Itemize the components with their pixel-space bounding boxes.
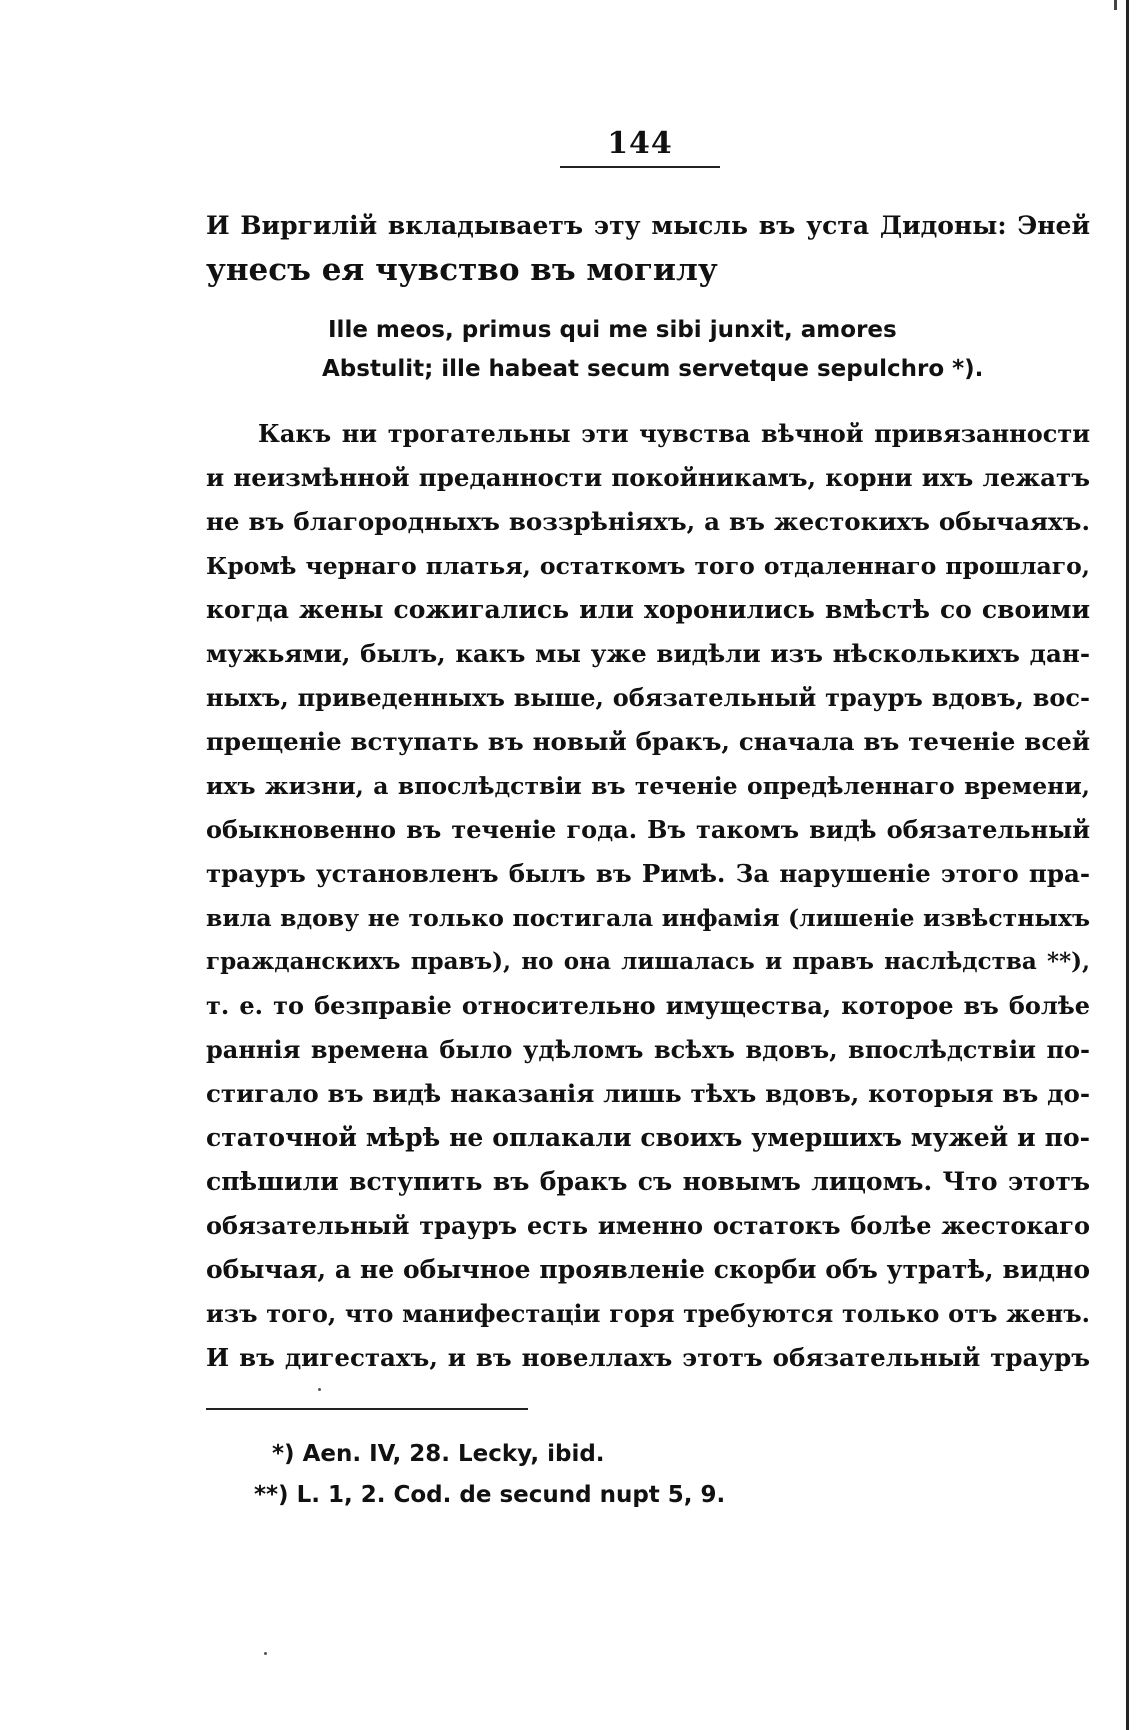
text-line: прещеніе вступать въ новый бракъ, сначала въ теченіе всей [206, 727, 1090, 756]
text-line: унесъ ея чувство въ могилу [206, 252, 718, 288]
text-line: обычая, а не обычное проявленіе скорби объ утратѣ, видно [206, 1255, 1090, 1284]
footnote-marker: *) [272, 1441, 295, 1467]
text-line: ныхъ, приведенныхъ выше, обязательный трауръ вдовъ, вос- [206, 683, 1090, 712]
text-line: обязательный трауръ есть именно остатокъ болѣе жестокаго [206, 1211, 1090, 1240]
footnote-1 [272, 1438, 605, 1470]
speck [318, 1388, 321, 1391]
text-line: обыкновенно въ теченіе года. Въ такомъ видѣ обязательный [206, 815, 1090, 844]
page-border-right [1126, 0, 1129, 1730]
text-line: спѣшили вступить въ бракъ съ новымъ лицомъ. Что этотъ [206, 1167, 1090, 1196]
text-line: И въ дигестахъ, и въ новеллахъ этотъ обязательный трауръ [206, 1343, 1090, 1372]
text-line: статочной мѣрѣ не оплакали своихъ умершихъ мужей и по- [206, 1123, 1090, 1152]
footnote-marker: **) [254, 1482, 289, 1508]
text-line: Кромѣ чернаго платья, остаткомъ того отдаленнаго прошлаго, [206, 552, 1090, 580]
text-line: т. е. то безправіе относительно имущества, которое въ болѣе [206, 991, 1090, 1020]
text-line: И Виргилій вкладываетъ эту мысль въ уста Дидоны: Эней [206, 211, 1090, 240]
text-line: стигало въ видѣ наказанія лишь тѣхъ вдовъ, которыя въ до- [206, 1079, 1090, 1108]
quote-line: Ille meos, primus qui me sibi junxit, amores [328, 317, 897, 343]
speck [264, 1652, 267, 1655]
page-number-rule [560, 166, 720, 168]
footnote-text: L. 1, 2. Cod. de secund nupt 5, 9. [296, 1482, 726, 1508]
text-line: и неизмѣнной преданности покойникамъ, корни ихъ лежатъ [206, 463, 1090, 492]
quote-line: Abstulit; ille habeat secum servetque sepulchro *). [322, 356, 984, 382]
text-line: раннія времена было удѣломъ всѣхъ вдовъ, впослѣдствіи по- [206, 1035, 1090, 1064]
text-line: трауръ установленъ былъ въ Римѣ. За нарушеніе этого пра- [206, 859, 1090, 888]
text-line: гражданскихъ правъ), но она лишалась и правъ наслѣдства **), [206, 948, 1090, 975]
text-line: Какъ ни трогательны эти чувства вѣчной привязанности [258, 419, 1090, 448]
footnote-2 [254, 1479, 725, 1511]
footnote-rule [206, 1408, 528, 1410]
text-line: когда жены сожигались или хоронились вмѣстѣ со своими [206, 595, 1090, 624]
scan-mark [1114, 0, 1117, 10]
text-line: мужьями, былъ, какъ мы уже видѣли изъ нѣсколькихъ дан- [206, 639, 1090, 668]
text-line: ихъ жизни, а впослѣдствіи въ теченіе опредѣленнаго времени, [206, 772, 1090, 800]
page-number: 144 [607, 126, 673, 161]
footnote-text: Aen. IV, 28. Lecky, ibid. [302, 1441, 605, 1467]
text-line: изъ того, что манифестаціи горя требуются только отъ женъ. [206, 1299, 1090, 1328]
text-line: вила вдову не только постигала инфамія (лишеніе извѣстныхъ [206, 904, 1090, 932]
text-line: не въ благородныхъ воззрѣніяхъ, а въ жестокихъ обычаяхъ. [206, 507, 1090, 536]
